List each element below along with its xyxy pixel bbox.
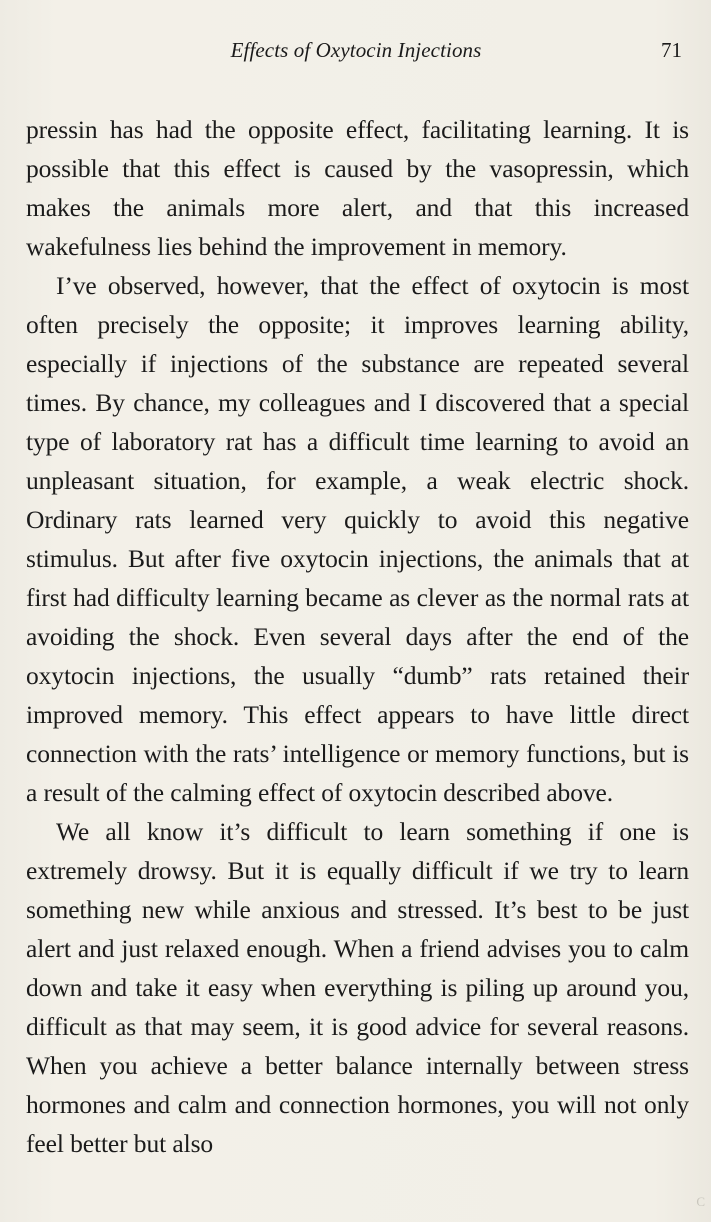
- paragraph-oxytocin-learning: I’ve observed, however, that the effect of oxytocin is most often precisely the opposite; it improves learning ability, especially if injections of the substance are repeated several times. By chance, my colleagues and I discovered that a special type of laboratory rat has a difficult time learning to avoid an unpleasant situation, for example, a weak electric shock. Ordinary rats learned very quickly to avoid this negative stimulus. But after five oxytocin injections, the animals that at first had difficulty learning became as clever as the normal rats at avoiding the shock. Even several days after the end of the oxytocin injections, the usually “dumb” rats retained their improved memory. This effect appears to have little direct connection with the rats’ intelligence or memory functions, but is a result of the calming effect of oxytocin described above.: [26, 271, 689, 807]
- paragraph-stress-learning: We all know it’s difficult to learn something if one is extremely drowsy. But it is equally difficult if we try to learn something new while anxious and stressed. It’s best to be just alert and just relaxed enough. When a friend advises you to calm down and take it easy when everything is piling up around you, difficult as that may seem, it is good advice for several reasons. When you achieve a better balance internally between stress hormones and calm and connection hormones, you will not only feel better but also: [26, 817, 689, 1158]
- body-text: [26, 110, 689, 1163]
- page-number: 71: [661, 38, 682, 62]
- running-title: Effects of Oxytocin Injections: [230, 38, 482, 62]
- paragraph-continued: pressin has had the opposite effect, facilitating learning. It is possible that this effect is caused by the vasopressin, which makes the animals more alert, and that this increased wakefulness lies behind the improvement in memory.: [26, 115, 689, 261]
- running-head: [26, 38, 686, 72]
- margin-mark: C: [696, 1194, 705, 1209]
